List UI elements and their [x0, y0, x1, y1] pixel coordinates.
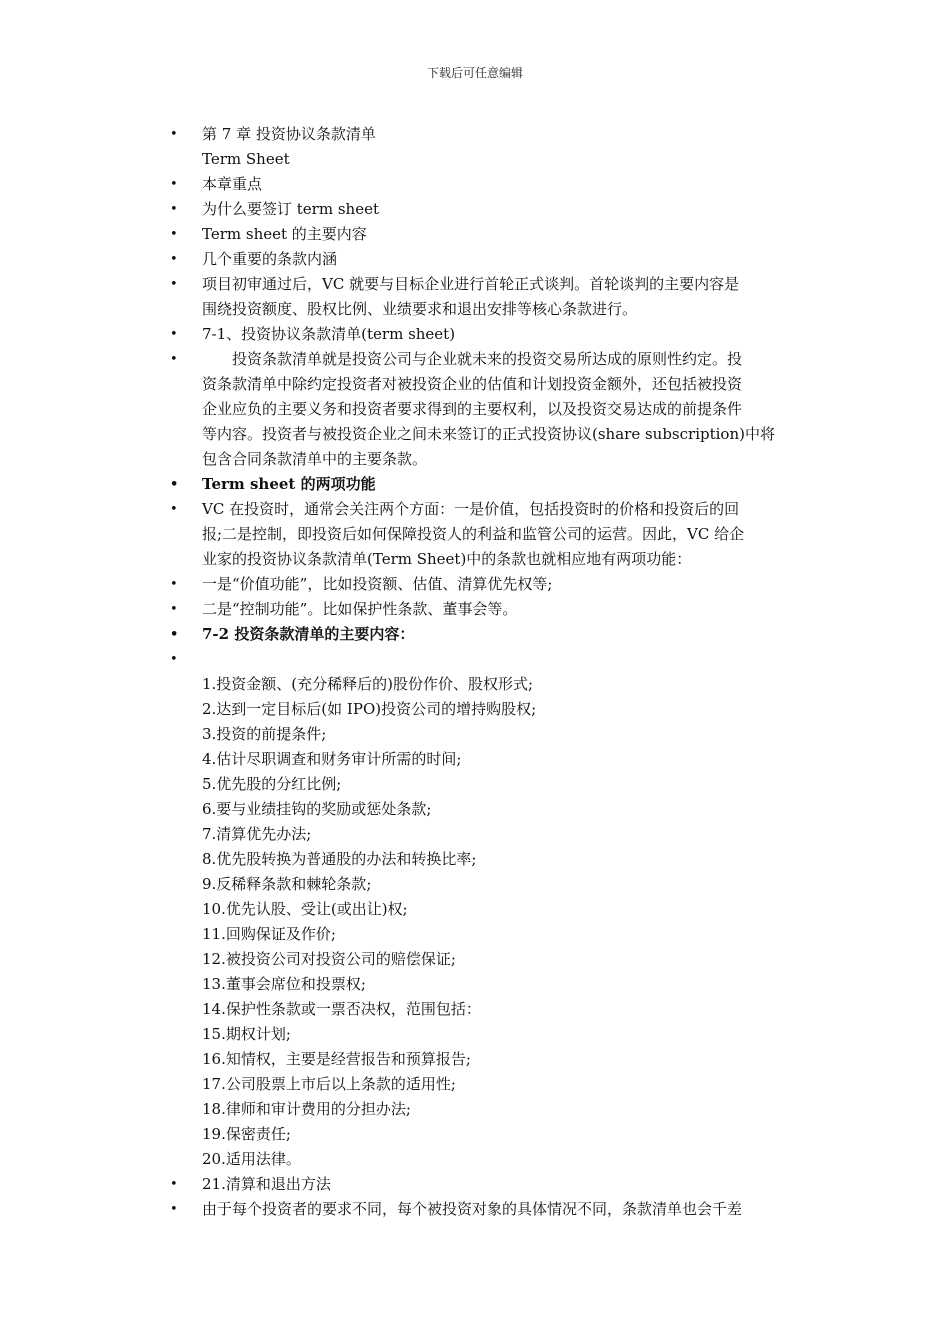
bullet-marker: • — [170, 252, 178, 267]
text-line: 17.公司股票上市后以上条款的适用性; — [202, 1075, 456, 1093]
bullet-marker: • — [170, 227, 178, 242]
text-line: 7.清算优先办法; — [202, 825, 312, 843]
text-line: 3.投资的前提条件; — [202, 725, 327, 743]
text-line: 几个重要的条款内涵 — [202, 250, 338, 268]
text-line: 投资条款清单就是投资公司与企业就未来的投资交易所达成的原则性约定。投 — [202, 350, 743, 368]
bullet-marker: • — [170, 502, 178, 517]
text-line: 包含合同条款清单中的主要条款。 — [202, 450, 428, 468]
bullet-item — [170, 172, 810, 197]
bullet-marker: • — [170, 1177, 178, 1192]
bullet-marker: • — [170, 177, 178, 192]
text-line: 围绕投资额度、股权比例、业绩要求和退出安排等核心条款进行。 — [202, 300, 638, 318]
bullet-item — [170, 597, 810, 622]
text-line: 13.董事会席位和投票权; — [202, 975, 366, 993]
bullet-item — [170, 472, 810, 497]
text-line: 项目初审通过后，VC 就要与目标企业进行首轮正式谈判。首轮谈判的主要内容是 — [202, 275, 740, 293]
text-line: 6.要与业绩挂钩的奖励或惩处条款; — [202, 800, 432, 818]
bullet-item — [170, 647, 810, 672]
bullet-item — [170, 572, 810, 597]
text-line: 为什么要签订 term sheet — [202, 200, 379, 218]
text-line: 7-1、投资协议条款清单(term sheet) — [202, 325, 456, 343]
text-line: 一是“价值功能”，比如投资额、估值、清算优先权等; — [202, 575, 553, 593]
text-line: 资条款清单中除约定投资者对被投资企业的估值和计划投资金额外，还包括被投资 — [202, 375, 743, 393]
bullet-item — [170, 247, 810, 272]
text-line: 1.投资金额、(充分稀释后的)股份作价、股权形式; — [202, 675, 534, 693]
text-line: VC 在投资时，通常会关注两个方面：一是价值，包括投资时的价格和投资后的回 — [202, 500, 740, 518]
text-line: 等内容。投资者与被投资企业之间未来签订的正式投资协议(share subscription)中将 — [202, 425, 775, 443]
text-line: 2.达到一定目标后(如 IPO)投资公司的增持购股权; — [202, 700, 537, 718]
document-body — [170, 122, 810, 1222]
text-line: 5.优先股的分红比例; — [202, 775, 342, 793]
bullet-item — [170, 347, 810, 472]
page-header: 下载后可任意编辑 — [426, 66, 523, 80]
text-line: Term sheet 的两项功能 — [202, 475, 376, 493]
text-line: 报;二是控制，即投资后如何保障投资人的利益和监管公司的运营。因此，VC 给企 — [202, 525, 745, 543]
text-line: 16.知情权，主要是经营报告和预算报告; — [202, 1050, 471, 1068]
text-line: 由于每个投资者的要求不同，每个被投资对象的具体情况不同，条款清单也会千差 — [202, 1200, 743, 1218]
text-line: 18.律师和审计费用的分担办法; — [202, 1100, 411, 1118]
text-line: 4.估计尽职调查和财务审计所需的时间; — [202, 750, 462, 768]
bullet-marker: • — [170, 627, 179, 642]
numbered-list — [170, 672, 810, 1172]
bullet-item — [170, 1197, 810, 1222]
bullet-item — [170, 322, 810, 347]
text-line: 19.保密责任; — [202, 1125, 291, 1143]
bullet-marker: • — [170, 577, 178, 592]
text-line — [202, 647, 810, 672]
text-line: 企业应负的主要义务和投资者要求得到的主要权利，以及投资交易达成的前提条件 — [202, 400, 743, 418]
text-line: Term Sheet — [202, 150, 290, 168]
text-line: 8.优先股转换为普通股的办法和转换比率; — [202, 850, 477, 868]
bullet-marker: • — [170, 277, 178, 292]
text-line: 15.期权计划; — [202, 1025, 291, 1043]
text-line: 7-2 投资条款清单的主要内容： — [202, 625, 415, 643]
text-line: 10.优先认股、受让(或出让)权; — [202, 900, 408, 918]
text-line: 14.保护性条款或一票否决权，范围包括： — [202, 1000, 481, 1018]
bullet-item — [170, 497, 810, 572]
bullet-marker: • — [170, 1202, 178, 1217]
bullet-item — [170, 197, 810, 222]
text-line: 21.清算和退出方法 — [202, 1175, 331, 1193]
text-line: 12.被投资公司对投资公司的赔偿保证; — [202, 950, 456, 968]
text-line: 20.适用法律。 — [202, 1150, 301, 1168]
text-line: 本章重点 — [202, 175, 263, 193]
bullet-marker: • — [170, 202, 178, 217]
bullet-item — [170, 222, 810, 247]
text-line: 业家的投资协议条款清单(Term Sheet)中的条款也就相应地有两项功能： — [202, 550, 692, 568]
bullet-marker: • — [170, 477, 179, 492]
bullet-item — [170, 1172, 810, 1197]
bullet-item — [170, 122, 810, 172]
bullet-marker: • — [170, 602, 178, 617]
text-line: 9.反稀释条款和棘轮条款; — [202, 875, 372, 893]
bullet-item — [170, 622, 810, 647]
bullet-item — [170, 272, 810, 322]
bullet-marker: • — [170, 652, 178, 667]
text-line: Term sheet 的主要内容 — [202, 225, 367, 243]
bullet-marker: • — [170, 352, 178, 367]
text-line: 二是“控制功能”。比如保护性条款、董事会等。 — [202, 600, 518, 618]
text-line: 第 7 章 投资协议条款清单 — [202, 125, 376, 143]
text-line: 11.回购保证及作价; — [202, 925, 336, 943]
bullet-marker: • — [170, 127, 178, 142]
bullet-marker: • — [170, 327, 178, 342]
